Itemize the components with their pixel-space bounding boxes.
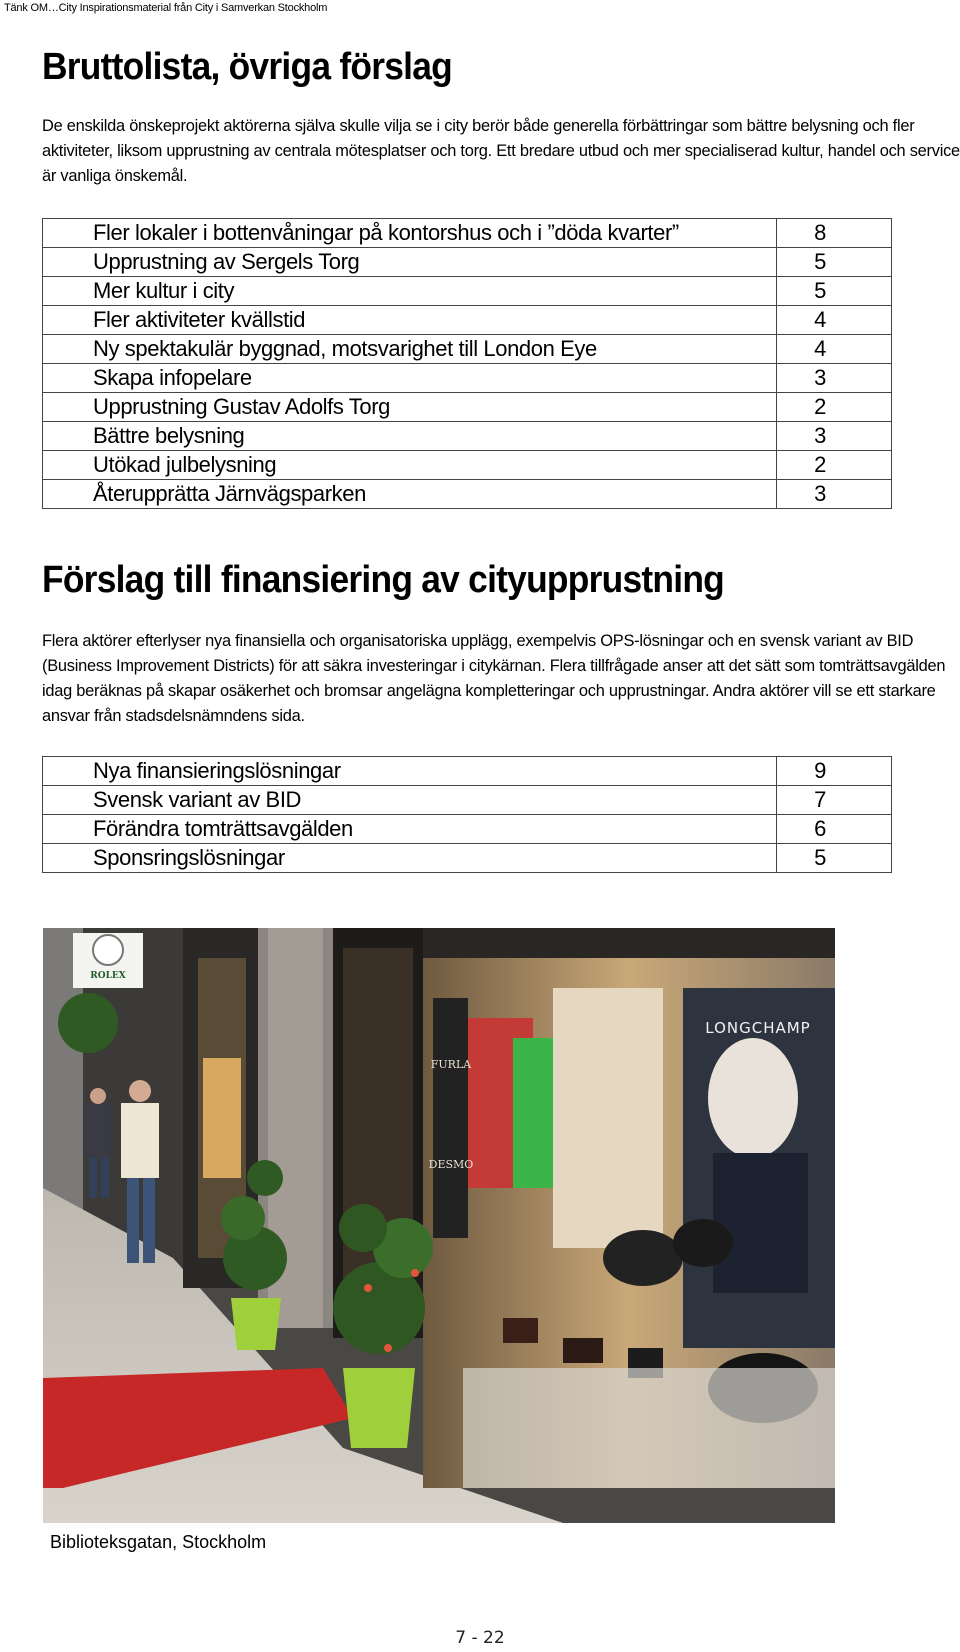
row-count: 3	[777, 422, 892, 451]
row-label: Fler lokaler i bottenvåningar på kontorshus och i ”döda kvarter”	[43, 219, 777, 248]
row-label: Upprustning av Sergels Torg	[43, 248, 777, 277]
table-row	[43, 786, 892, 815]
row-label: Skapa infopelare	[43, 364, 777, 393]
table-row	[43, 364, 892, 393]
financing-table	[42, 756, 892, 873]
street-photo	[43, 928, 835, 1523]
brand-furla-text: FURLA	[430, 1058, 472, 1071]
proposals-table	[42, 218, 892, 509]
table-row	[43, 844, 892, 873]
page-number: 7 - 22	[455, 1628, 505, 1648]
row-count: 9	[777, 757, 892, 786]
table-row	[43, 757, 892, 786]
row-label: Svensk variant av BID	[43, 786, 777, 815]
row-label: Ny spektakulär byggnad, motsvarighet till London Eye	[43, 335, 777, 364]
row-label: Återupprätta Järnvägsparken	[43, 480, 777, 509]
row-label: Utökad julbelysning	[43, 451, 777, 480]
section-intro-finansiering: Flera aktörer efterlyser nya finansiella och organisatoriska upplägg, exempelvis OPS-lösningar och en svensk variant av BID (Business Improvement Districts) för att säkra investeringar i citykärnan. Flera tillfrågade anser att det sätt som tomträttsavgälden idag beräknas på skapar osäkerhet och bromsar angelägna kompletteringar och upprustningar. Andra aktörer vill se ett starkare ansvar från stadsdelsnämndens sida.	[42, 632, 946, 725]
table-row	[43, 306, 892, 335]
table-row	[43, 393, 892, 422]
row-count: 4	[777, 306, 892, 335]
table-row	[43, 422, 892, 451]
row-label: Nya finansieringslösningar	[43, 757, 777, 786]
row-count: 5	[777, 277, 892, 306]
table-row	[43, 248, 892, 277]
store-sign-text: LONGCHAMP	[705, 1019, 811, 1037]
row-label: Bättre belysning	[43, 422, 777, 451]
section-title-finansiering: Förslag till finansiering av cityupprustning	[42, 559, 725, 601]
row-count: 6	[777, 815, 892, 844]
table-row	[43, 219, 892, 248]
row-count: 8	[777, 219, 892, 248]
row-count: 2	[777, 451, 892, 480]
row-count: 3	[777, 364, 892, 393]
row-count: 5	[777, 248, 892, 277]
running-header: Tänk OM…City Inspirationsmaterial från City i Samverkan Stockholm	[4, 2, 328, 14]
section-title-bruttolista: Bruttolista, övriga förslag	[42, 46, 452, 88]
clock-sign-text: ROLEX	[90, 971, 126, 981]
row-count: 3	[777, 480, 892, 509]
row-label: Förändra tomträttsavgälden	[43, 815, 777, 844]
row-count: 7	[777, 786, 892, 815]
section-intro-bruttolista: De enskilda önskeprojekt aktörerna själva skulle vilja se i city berör både generella förbättringar som bättre belysning och fler aktiviteter, liksom upprustning av centrala mötesplatser och torg. Ett bredare utbud och mer specialiserad kultur, handel och service är vanliga önskemål.	[42, 117, 960, 185]
table-row	[43, 277, 892, 306]
table-row	[43, 480, 892, 509]
row-count: 2	[777, 393, 892, 422]
photo-caption: Biblioteksgatan, Stockholm	[50, 1532, 267, 1552]
table-row	[43, 451, 892, 480]
row-label: Sponsringslösningar	[43, 844, 777, 873]
row-count: 4	[777, 335, 892, 364]
row-count: 5	[777, 844, 892, 873]
row-label: Mer kultur i city	[43, 277, 777, 306]
table-row	[43, 335, 892, 364]
table-row	[43, 815, 892, 844]
brand-desmo-text: DESMO	[428, 1158, 474, 1171]
row-label: Fler aktiviteter kvällstid	[43, 306, 777, 335]
row-label: Upprustning Gustav Adolfs Torg	[43, 393, 777, 422]
